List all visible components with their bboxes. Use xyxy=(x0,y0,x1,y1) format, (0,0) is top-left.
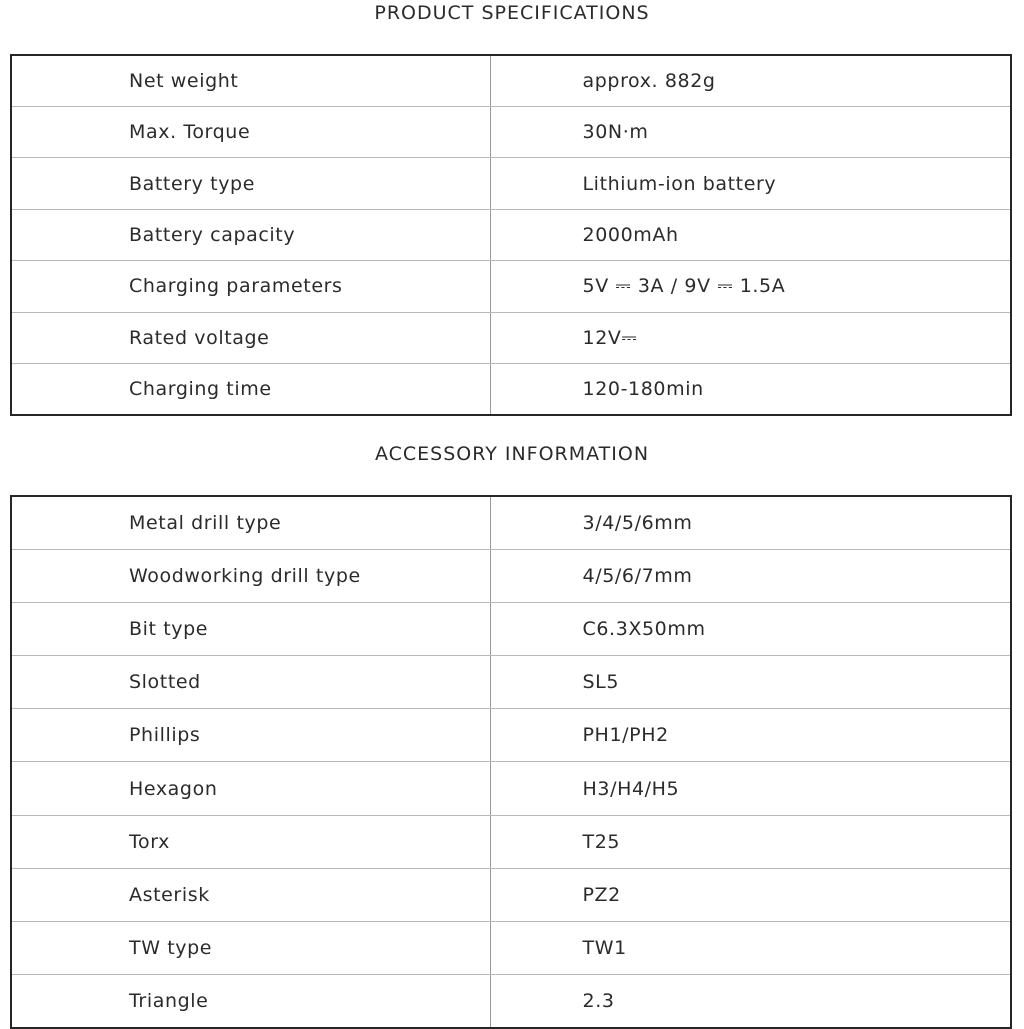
accessory-label-bit-type: Bit type xyxy=(12,602,490,655)
spec-value-charging-parameters: 5V ⎓ 3A / 9V ⎓ 1.5A xyxy=(490,261,1010,312)
accessory-value-phillips: PH1/PH2 xyxy=(490,709,1010,762)
accessory-value-triangle: 2.3 xyxy=(582,990,615,1013)
accessory-label-hexagon: Hexagon xyxy=(12,762,490,815)
accessory-value-bit-type: C6.3X50mm xyxy=(490,602,1010,655)
spec-label-battery-capacity: Battery capacity xyxy=(12,209,490,260)
table-row xyxy=(12,975,1010,1027)
spec-label-charging-parameters: Charging parameters xyxy=(12,261,490,312)
accessory-label-triangle: Triangle xyxy=(12,975,490,1027)
accessory-value-metal-drill-type: 3/4/5/6mm xyxy=(490,497,1010,549)
spec-value-net-weight: approx. 882g xyxy=(490,56,1010,106)
table-row xyxy=(12,158,1010,209)
table-row xyxy=(12,497,1010,549)
accessory-label-woodworking-drill-type: Woodworking drill type xyxy=(12,549,490,602)
accessory-label-torx: Torx xyxy=(12,815,490,868)
spec-value-battery-capacity: 2000mAh xyxy=(490,209,1010,260)
accessory-value-asterisk: PZ2 xyxy=(490,868,1010,921)
spec-label-battery-type: Battery type xyxy=(12,158,490,209)
product-specifications-title: PRODUCT SPECIFICATIONS xyxy=(374,2,650,24)
table-row xyxy=(12,312,1010,363)
spec-value-charging-time: 120-180min xyxy=(582,378,704,401)
table-row xyxy=(12,868,1010,921)
table-row xyxy=(12,549,1010,602)
spec-label-net-weight: Net weight xyxy=(12,56,490,106)
accessory-value-slotted: SL5 xyxy=(490,656,1010,709)
table-row xyxy=(12,602,1010,655)
accessory-label-tw-type: TW type xyxy=(12,922,490,975)
table-row xyxy=(12,922,1010,975)
accessory-value-woodworking-drill-type: 4/5/6/7mm xyxy=(490,549,1010,602)
accessory-information-title: ACCESSORY INFORMATION xyxy=(374,443,650,465)
table-row xyxy=(12,106,1010,157)
spec-value-max-torque: 30N·m xyxy=(490,106,1010,157)
spec-label-max-torque: Max. Torque xyxy=(12,106,490,157)
table-row xyxy=(12,815,1010,868)
table-row xyxy=(12,56,1010,106)
accessory-value-torx: T25 xyxy=(490,815,1010,868)
accessory-value-tw-type: TW1 xyxy=(490,922,1010,975)
table-row xyxy=(12,656,1010,709)
spec-label-rated-voltage: Rated voltage xyxy=(12,312,490,363)
accessory-label-phillips: Phillips xyxy=(12,709,490,762)
accessory-label-asterisk: Asterisk xyxy=(12,868,490,921)
table-row xyxy=(12,364,1010,414)
table-row xyxy=(12,209,1010,260)
accessory-label-metal-drill-type: Metal drill type xyxy=(12,497,490,549)
accessory-label-slotted: Slotted xyxy=(12,656,490,709)
table-row xyxy=(12,762,1010,815)
product-specifications-table xyxy=(10,54,1012,416)
accessory-information-table xyxy=(10,495,1012,1029)
spec-label-charging-time: Charging time xyxy=(12,364,490,414)
accessory-value-hexagon: H3/H4/H5 xyxy=(490,762,1010,815)
table-row xyxy=(12,709,1010,762)
table-row xyxy=(12,261,1010,312)
spec-value-battery-type: Lithium-ion battery xyxy=(490,158,1010,209)
spec-value-rated-voltage: 12V⎓ xyxy=(490,312,1010,363)
